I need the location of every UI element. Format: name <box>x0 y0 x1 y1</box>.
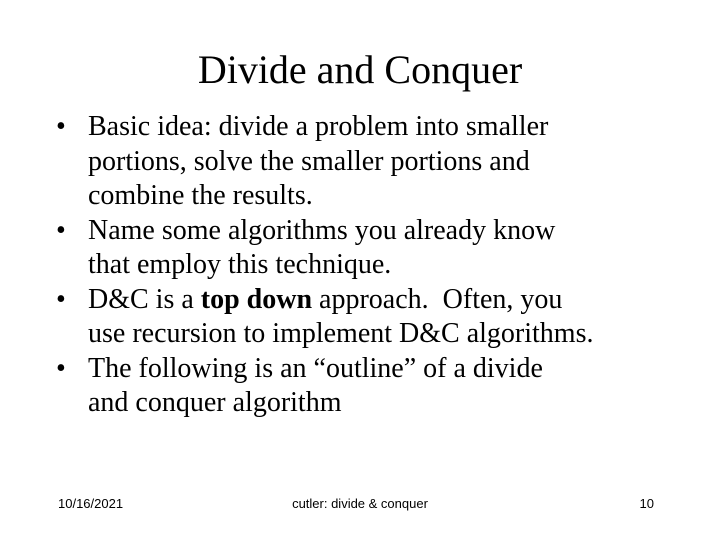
bullet-dot-icon: • <box>56 214 66 246</box>
footer-title: cutler: divide & conquer <box>292 496 428 511</box>
bullet-dot-icon: • <box>56 111 66 142</box>
bullet-item <box>56 283 696 352</box>
bullet-item <box>56 110 696 214</box>
slide-title: Divide and Conquer <box>197 47 523 92</box>
bullet-text-line: The following is an “outline” of a divide <box>88 352 543 384</box>
footer-date: 10/16/2021 <box>58 496 124 511</box>
bullet-text-line: portions, solve the smaller portions and <box>88 145 530 177</box>
bullet-dot-icon: • <box>56 283 66 315</box>
bullet-text-line: Basic idea: divide a problem into smaller <box>88 111 549 142</box>
bullet-text-line: combine the results. <box>88 180 313 211</box>
bullet-text-segment: approach. Often, you <box>312 283 563 315</box>
bullet-item <box>56 352 696 421</box>
bullet-text-line: and conquer algorithm <box>88 387 342 418</box>
bullet-text-line: Name some algorithms you already know <box>88 214 556 246</box>
bullet-text-line: that employ this technique. <box>88 249 392 280</box>
bullet-dot-icon: • <box>56 352 66 384</box>
page-number: 10 <box>639 496 654 511</box>
bullet-text-line: use recursion to implement D&C algorithms. <box>88 318 594 349</box>
bullet-text-line <box>88 283 696 318</box>
bullet-text-segment: D&C is a <box>88 283 201 315</box>
bullet-item <box>56 214 696 283</box>
bold-emphasis-text: top down <box>200 283 313 315</box>
bullet-list <box>56 110 696 421</box>
